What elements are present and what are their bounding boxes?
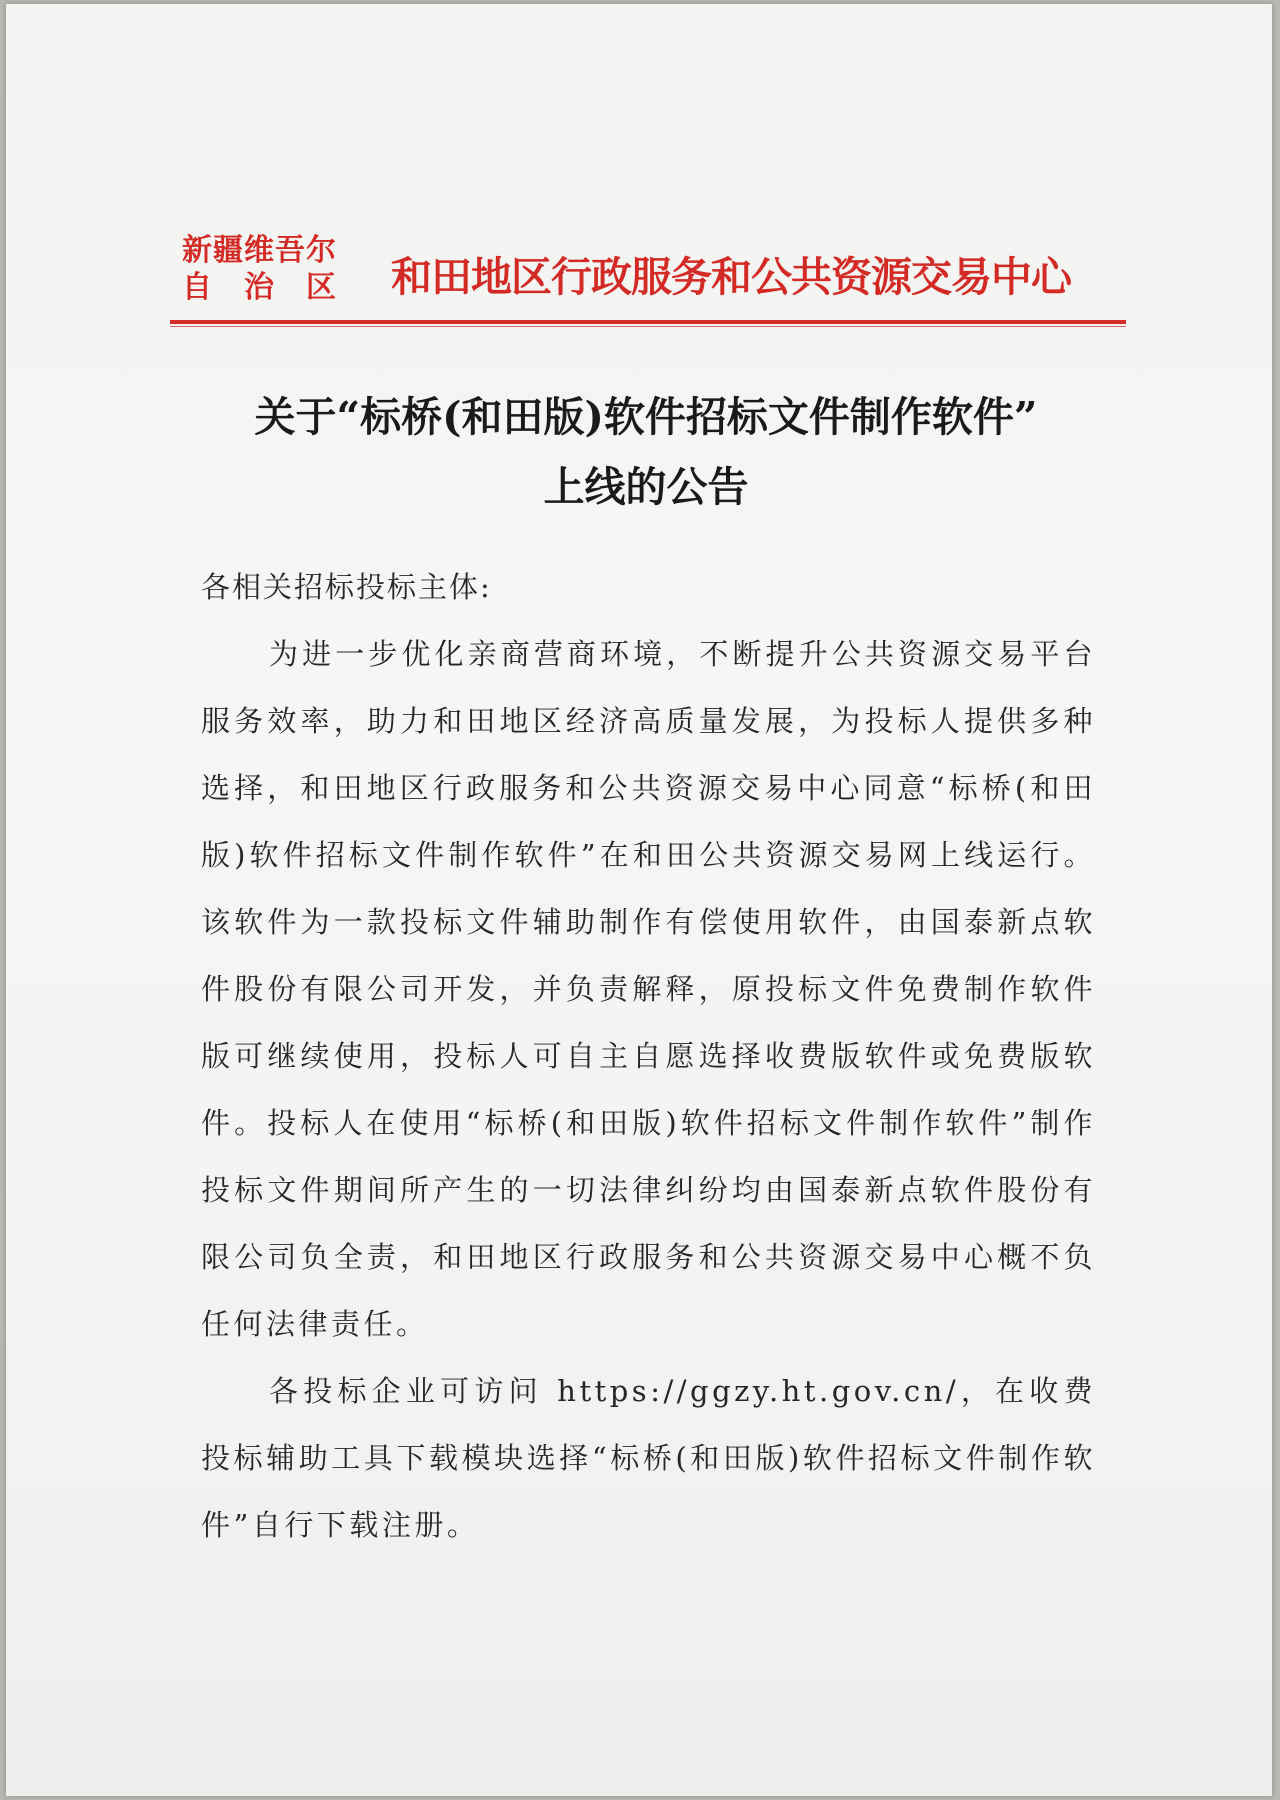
letterhead-red-rule-thin: [170, 326, 1126, 327]
document-page: [6, 4, 1272, 1796]
letterhead-region-line1: 新疆维吾尔: [182, 233, 337, 268]
letterhead: [176, 232, 1126, 322]
paragraph-2: 各投标企业可访问 https://ggzy.ht.gov.cn/，在收费投标辅助工具下载模块选择“标桥(和田版)软件招标文件制作软件”自行下载注册。: [201, 1374, 1096, 1542]
notice-title: [156, 382, 1136, 522]
letterhead-region: [182, 232, 368, 306]
paragraph-1: 为进一步优化亲商营商环境，不断提升公共资源交易平台服务效率，助力和田地区经济高质量发展，为投标人提供多种选择，和田地区行政服务和公共资源交易中心同意“标桥(和田版)软件招标文件制作软件”在和田公共资源交易网上线运行。该软件为一款投标文件辅助制作有偿使用软件，由国泰新点软件股份有限公司开发，并负责解释，原投标文件免费制作软件版可继续使用，投标人可自主自愿选择收费版软件或免费版软件。投标人在使用“标桥(和田版)软件招标文件制作软件”制作投标文件期间所产生的一切法律纠纷均由国泰新点软件股份有限公司负全责，和田地区行政服务和公共资源交易中心概不负任何法律责任。: [201, 637, 1096, 1341]
notice-title-line2: 上线的公告: [543, 463, 749, 511]
letterhead-red-rule: [170, 320, 1126, 324]
letterhead-org-name: 和田地区行政服务和公共资源交易中心: [391, 253, 1071, 301]
salutation: 各相关招标投标主体:: [201, 570, 492, 604]
letterhead-region-line2: 自治区: [182, 270, 368, 305]
notice-body: [201, 554, 1096, 1559]
notice-title-line1: 关于“标桥(和田版)软件招标文件制作软件”: [254, 393, 1038, 441]
